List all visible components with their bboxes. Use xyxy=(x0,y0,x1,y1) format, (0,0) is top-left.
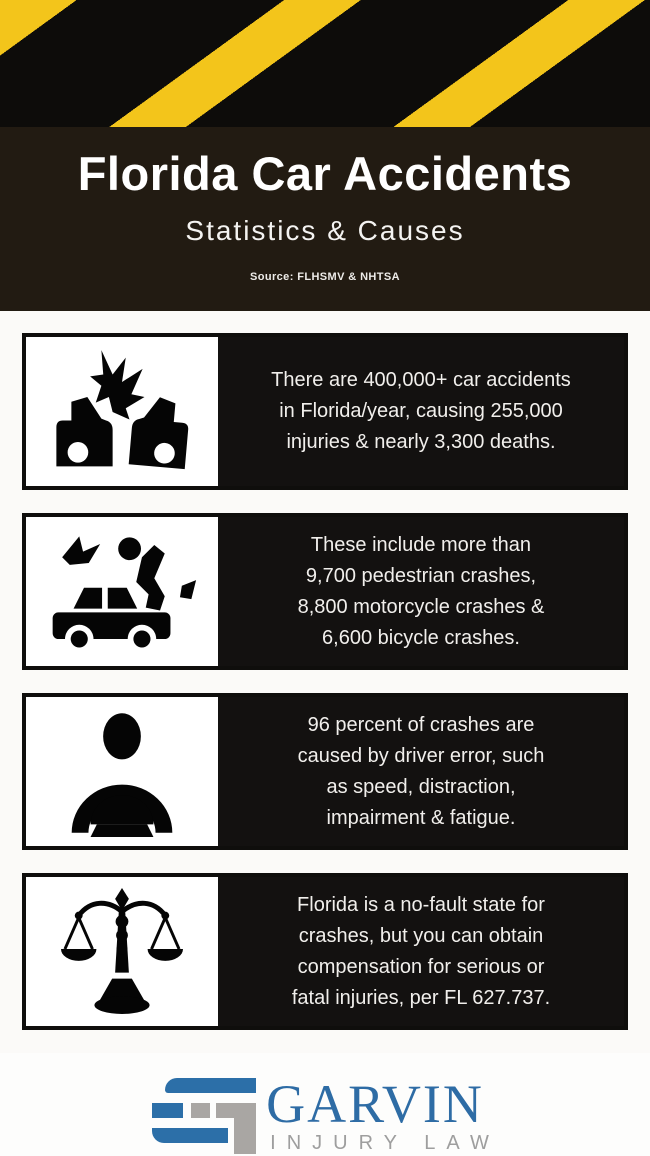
header xyxy=(0,127,650,311)
stat-line: injuries & nearly 3,300 deaths. xyxy=(286,431,556,453)
page-subtitle: Statistics & Causes xyxy=(185,214,465,246)
source-note: Source: FLHSMV & NHTSA xyxy=(250,270,400,283)
stat-line: 8,800 motorcycle crashes & xyxy=(297,595,545,618)
garvin-logo-mark-icon xyxy=(150,1078,256,1154)
footer xyxy=(0,1053,650,1156)
icon-box xyxy=(26,877,218,1026)
brand-tagline: INJURY LAW xyxy=(270,1131,500,1154)
stat-line: fatal injuries, per FL 627.737. xyxy=(291,986,551,1009)
stat-line: 9,700 pedestrian crashes, xyxy=(305,564,537,587)
stat-line: Florida is a no-fault state for xyxy=(297,893,545,916)
icon-box xyxy=(26,337,218,486)
car-collision-icon xyxy=(47,350,197,474)
garvin-injury-law-logo xyxy=(150,1073,500,1155)
stat-text xyxy=(218,877,624,1026)
driver-icon xyxy=(59,707,185,837)
stat-line: caused by driver error, such xyxy=(297,744,545,767)
hazard-stripes-banner xyxy=(0,0,650,127)
stat-line: as speed, distraction, xyxy=(326,775,516,798)
stat-line: compensation for serious or xyxy=(297,955,545,978)
stat-line: impairment & fatigue. xyxy=(326,806,516,829)
stat-card-no-fault-law xyxy=(22,873,628,1030)
scales-of-justice-icon xyxy=(61,888,183,1016)
icon-box xyxy=(26,697,218,846)
stat-line: in Florida/year, causing 255,000 xyxy=(279,400,563,422)
stat-text xyxy=(218,337,624,486)
stat-line: 96 percent of crashes are xyxy=(307,713,535,736)
brand-name: GARVIN xyxy=(266,1073,484,1134)
stats-section xyxy=(0,311,650,1030)
icon-box xyxy=(26,517,218,666)
page-title: Florida Car Accidents xyxy=(77,147,573,200)
stat-card-accidents xyxy=(22,333,628,490)
pedestrian-crash-icon xyxy=(41,525,203,658)
brand-text xyxy=(266,1073,500,1155)
stat-line: 6,600 bicycle crashes. xyxy=(322,626,520,649)
stat-text xyxy=(218,517,624,666)
stat-line: There are 400,000+ car accidents xyxy=(271,369,571,391)
stat-card-vulnerable-road-users xyxy=(22,513,628,670)
stat-text xyxy=(218,697,624,846)
stat-line: These include more than xyxy=(310,533,532,556)
stat-card-driver-error xyxy=(22,693,628,850)
stat-line: crashes, but you can obtain xyxy=(298,924,544,947)
